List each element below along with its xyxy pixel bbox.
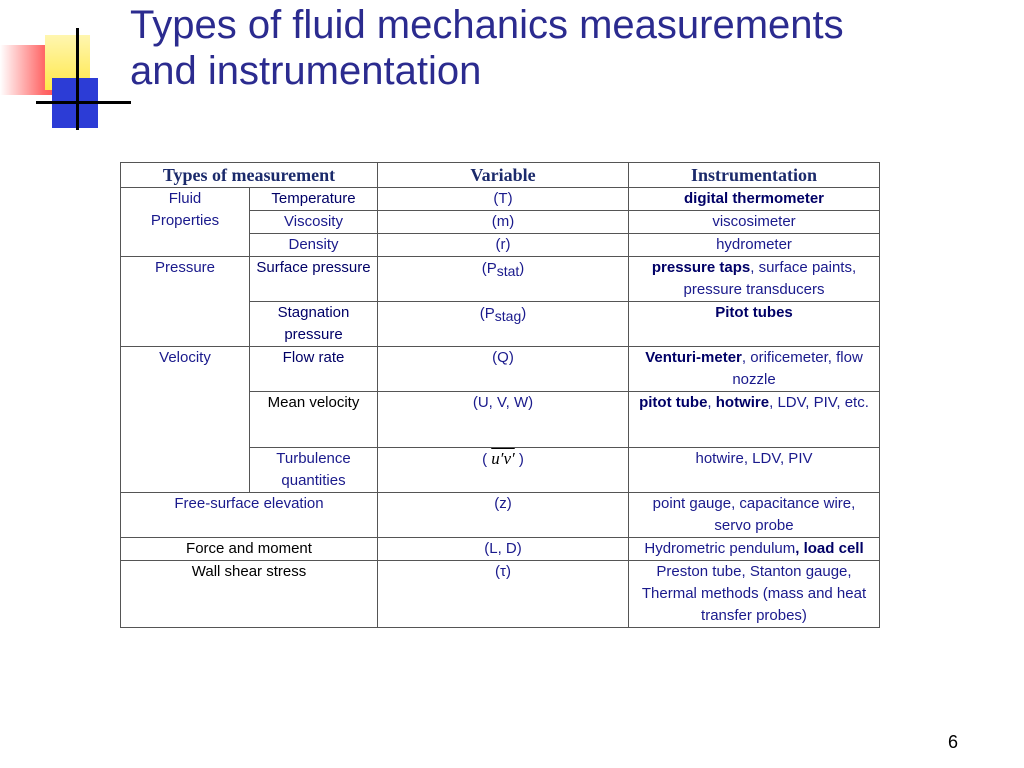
- row-var-free-surface: (z): [378, 493, 629, 538]
- table-row: [121, 257, 880, 302]
- row-name-force-moment: Force and moment: [121, 538, 378, 561]
- row-var-wall-shear: (τ): [378, 561, 629, 628]
- row-name-viscosity: Viscosity: [250, 211, 378, 234]
- row-var-density: (r): [378, 234, 629, 257]
- row-var-mean-velocity: (U, V, W): [378, 392, 629, 448]
- table-row: [121, 538, 880, 561]
- header-variable: Variable: [378, 163, 629, 188]
- row-inst-surface-pressure: pressure taps, surface paints, pressure transducers: [629, 257, 880, 302]
- row-inst-flow-rate: Venturi-meter, orificemeter, flow nozzle: [629, 347, 880, 392]
- measurement-table: [120, 162, 880, 628]
- slide-title: [130, 2, 1010, 94]
- row-var-turbulence: ( u′v′ ): [378, 448, 629, 493]
- table-row: [121, 493, 880, 538]
- row-var-viscosity: (m): [378, 211, 629, 234]
- row-name-turbulence: Turbulence quantities: [250, 448, 378, 493]
- row-name-surface-pressure: Surface pressure: [250, 257, 378, 302]
- row-inst-stagnation-pressure: Pitot tubes: [629, 302, 880, 347]
- row-name-free-surface: Free-surface elevation: [121, 493, 378, 538]
- row-inst-free-surface: point gauge, capacitance wire, servo probe: [629, 493, 880, 538]
- row-inst-temperature: digital thermometer: [629, 188, 880, 211]
- row-inst-mean-velocity: pitot tube, hotwire, LDV, PIV, etc.: [629, 392, 880, 448]
- row-var-temperature: (T): [378, 188, 629, 211]
- row-var-flow-rate: (Q): [378, 347, 629, 392]
- row-inst-wall-shear: Preston tube, Stanton gauge, Thermal methods (mass and heat transfer probes): [629, 561, 880, 628]
- decoration-horizontal-line: [36, 101, 131, 104]
- page-number: 6: [948, 732, 959, 752]
- table-row: [121, 561, 880, 628]
- corner-decoration: [0, 0, 130, 140]
- slide-title-line2: and instrumentation: [130, 49, 482, 93]
- row-name-stagnation-pressure: Stagnation pressure: [250, 302, 378, 347]
- header-instrumentation: Instrumentation: [629, 163, 880, 188]
- table-header-row: [121, 163, 880, 188]
- table-row: [121, 188, 880, 211]
- row-name-temperature: Temperature: [250, 188, 378, 211]
- row-name-flow-rate: Flow rate: [250, 347, 378, 392]
- row-var-surface-pressure: (Pstat): [378, 257, 629, 302]
- row-inst-density: hydrometer: [629, 234, 880, 257]
- row-var-stagnation-pressure: (Pstag): [378, 302, 629, 347]
- decoration-vertical-line: [76, 28, 79, 130]
- row-name-density: Density: [250, 234, 378, 257]
- row-inst-viscosity: viscosimeter: [629, 211, 880, 234]
- row-inst-turbulence: hotwire, LDV, PIV: [629, 448, 880, 493]
- group-velocity: Velocity: [121, 347, 250, 493]
- group-fluid-properties: Fluid Properties: [121, 188, 250, 257]
- group-pressure: Pressure: [121, 257, 250, 347]
- row-var-force-moment: (L, D): [378, 538, 629, 561]
- row-name-mean-velocity: Mean velocity: [250, 392, 378, 448]
- table-row: [121, 347, 880, 392]
- row-inst-force-moment: Hydrometric pendulum, load cell: [629, 538, 880, 561]
- row-name-wall-shear: Wall shear stress: [121, 561, 378, 628]
- header-type: Types of measurement: [121, 163, 378, 188]
- slide-title-line1: Types of fluid mechanics measurements: [130, 3, 844, 47]
